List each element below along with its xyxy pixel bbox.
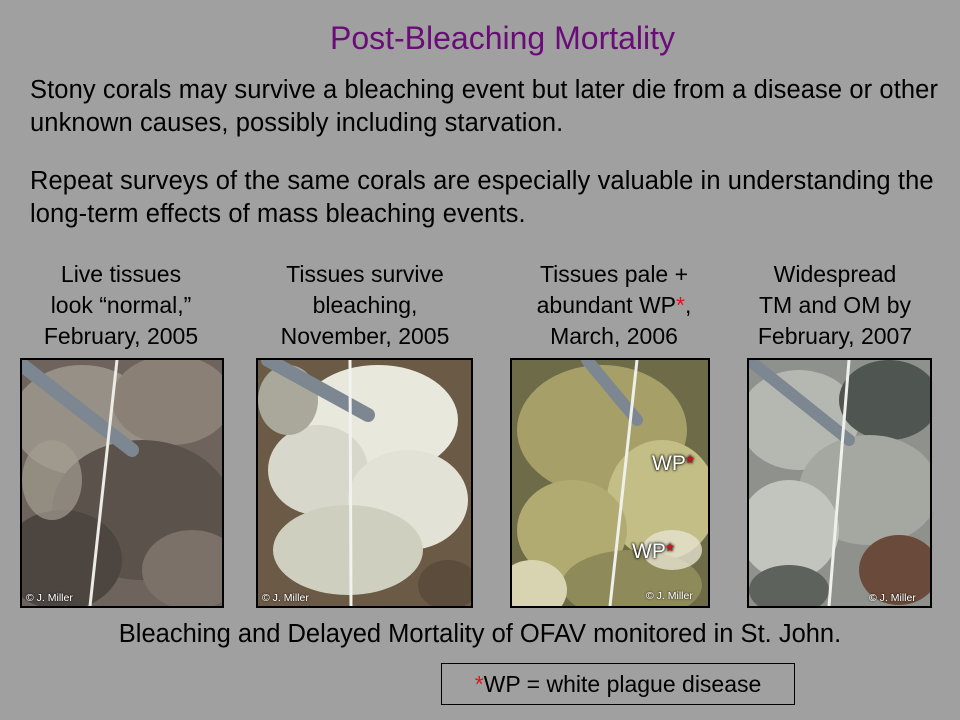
photo-credit: © J. Miller <box>646 590 693 602</box>
caption-november-2005: Tissues survive bleaching, November, 2005 <box>280 261 450 349</box>
coral-image-mortality <box>749 360 930 606</box>
caption-february-2007: Widespread TM and OM by February, 2007 <box>757 261 913 349</box>
caption-february-2005: Live tissues look “normal,” February, 2005 <box>43 261 199 349</box>
footer-caption: Bleaching and Delayed Mortality of OFAV monitored in St. John. <box>118 620 842 648</box>
coral-image-live <box>22 360 222 606</box>
paragraph-surveys: Repeat surveys of the same corals are especially valuable in understanding the long-term effects of mass bleaching events. <box>30 167 934 228</box>
slide-title: Post-Bleaching Mortality <box>329 20 676 56</box>
photo-credit: © J. Miller <box>262 592 309 604</box>
photo-credit: © J. Miller <box>869 592 916 604</box>
coral-image-bleached <box>258 360 471 606</box>
photo-credit: © J. Miller <box>26 592 73 604</box>
coral-photo-february-2005 <box>20 358 224 608</box>
wp-legend-box: *WP = white plague disease <box>441 663 795 705</box>
caption-march-2006: Tissues pale + abundant WP*, March, 2006 <box>536 261 692 349</box>
wp-label-upper: WP* <box>652 452 695 475</box>
coral-photo-march-2006 <box>510 358 710 608</box>
coral-image-pale <box>512 360 708 606</box>
coral-photo-february-2007 <box>747 358 932 608</box>
wp-label-lower: WP* <box>632 540 675 563</box>
coral-photo-november-2005 <box>256 358 473 608</box>
paragraph-survival: Stony corals may survive a bleaching event but later die from a disease or other unknown causes, possibly including starvation. <box>30 76 939 137</box>
